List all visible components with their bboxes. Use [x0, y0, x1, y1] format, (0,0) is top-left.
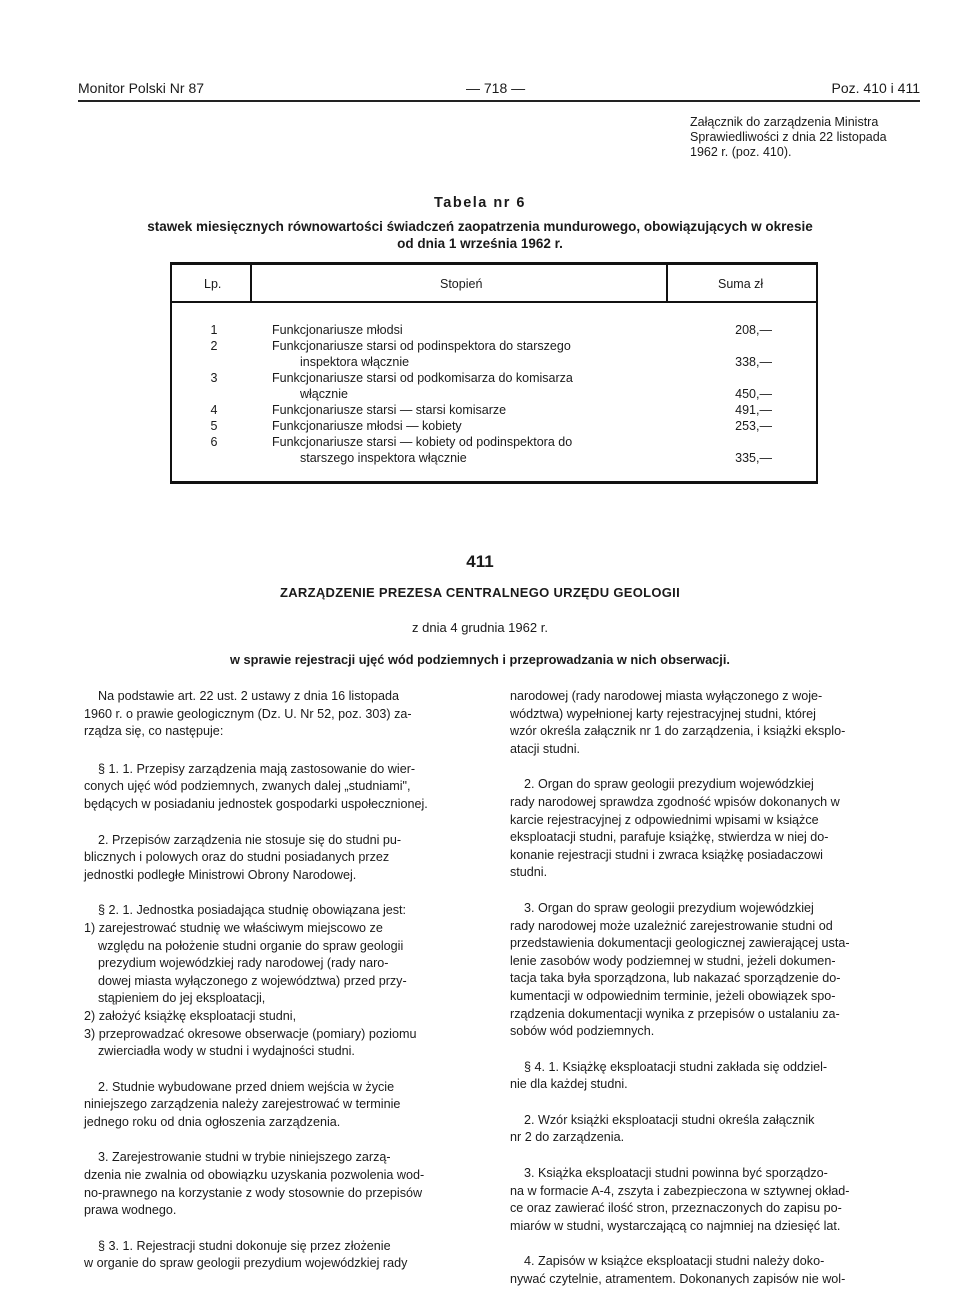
row-desc: [272, 371, 662, 402]
row-amount: 335,—: [735, 451, 772, 465]
table-title: Tabela nr 6: [434, 195, 526, 211]
annex-line: Sprawiedliwości z dnia 22 listopada: [690, 130, 887, 144]
list-item: 3) przeprowadzać okresowe obserwacje (pomiary) poziomu: [84, 1026, 417, 1041]
header-lp: Lp.: [204, 277, 222, 291]
row-lp: 1: [210, 323, 218, 337]
text-line: dzenia nie zwalnia od obowiązku uzyskania pozwolenia wod-: [84, 1168, 425, 1183]
row-lp: 5: [210, 419, 218, 433]
column-divider: [250, 265, 252, 301]
text-line: no-prawnego na korzystanie z wody stosownie do przepisów: [84, 1185, 423, 1200]
row-lp: 6: [210, 435, 218, 449]
text-line: 3. Książka eksploatacji studni powinna być sporządzo-: [524, 1166, 828, 1181]
row-desc: [272, 323, 662, 339]
annex-line: Załącznik do zarządzenia Ministra: [690, 115, 879, 129]
text-line: wzór określa załącznik nr 1 do zarządzenia, i książki eksplo-: [510, 724, 846, 739]
paragraph: [510, 1253, 920, 1288]
table-subtitle: [85, 218, 875, 252]
text-line: przedstawienia dokumentacji geologicznej zawierającej usta-: [510, 936, 850, 951]
text-line: 4. Zapisów w książce eksploatacji studni należy doko-: [524, 1254, 825, 1269]
text-line: nie dla każdej studni.: [510, 1077, 628, 1092]
text-line: nr 2 do zarządzenia.: [510, 1130, 625, 1145]
text-line: będących w posiadaniu jednostek gospodarki uspołecznionej.: [84, 796, 428, 811]
decree-number: 411: [466, 552, 494, 571]
row-amount: 253,—: [735, 419, 772, 433]
left-column: [84, 688, 486, 1291]
list-item-cont: zwierciadła wody w studni i wydajności studni.: [98, 1044, 355, 1059]
text-line: wództwa) wypełnionej karty rejestracyjnej studni, której: [510, 706, 816, 721]
decree-date: z dnia 4 grudnia 1962 r.: [412, 620, 548, 635]
decree-title: ZARZĄDZENIE PREZESA CENTRALNEGO URZĘDU GEOLOGII: [279, 585, 681, 600]
row-amount: 208,—: [735, 323, 772, 337]
header-rule: [78, 100, 920, 102]
text-line: ce oraz zawierać ilość stron, przeznaczonych do zapisu po-: [510, 1201, 842, 1216]
text-line: conych ujęć wód podziemnych, zwanych dalej „studniami",: [84, 779, 411, 794]
text-line: jednego roku od dnia ogłoszenia zarządzenia.: [84, 1114, 341, 1129]
list-item-cont: względu na położenie studni organie do spraw geologii: [98, 938, 404, 953]
text-line: kumentacji w odpowiednim terminie, jeżeli obowiązek spo-: [510, 988, 836, 1003]
text-line: lenie zasobów wody podziemnej w studni, jeżeli dokumen-: [510, 953, 836, 968]
row-desc: [272, 339, 662, 370]
header-amount: Suma zł: [718, 277, 764, 291]
list-item-cont: dowej miasta wyłączonego z województwa) przed przy-: [98, 973, 407, 988]
row-amount: 491,—: [735, 403, 772, 417]
row-lp: 2: [210, 339, 218, 353]
row-lp: 3: [210, 371, 218, 385]
text-line: atacji studni.: [510, 741, 581, 756]
page-number: — 718 —: [466, 80, 526, 96]
text-line: § 4. 1. Książkę eksploatacji studni zakłada się oddziel-: [524, 1059, 828, 1074]
desc-line: starszego inspektora włącznie: [300, 450, 467, 465]
text-line: rady narodowej sprawdza zgodność wpisów dokonanych w: [510, 794, 840, 809]
paragraph: [84, 1238, 486, 1273]
text-line: jednostki podległe Ministrowi Obrony Narodowej.: [84, 867, 357, 882]
list-item: 2) założyć książkę eksploatacji studni,: [84, 1008, 297, 1023]
paragraph: [510, 1059, 920, 1094]
desc-line: włącznie: [300, 386, 348, 401]
rate-table: [170, 262, 818, 484]
text-line: narodowej (rady narodowej miasta wyłączonego z woje-: [510, 689, 823, 703]
journal-title: Monitor Polski Nr 87: [78, 80, 205, 96]
paragraph: [510, 1112, 920, 1147]
paragraph: [84, 902, 486, 1060]
text-line: studni.: [510, 865, 548, 880]
decree-subject: w sprawie rejestracji ujęć wód podziemnych i przeprowadzania w nich obserwacji.: [230, 652, 730, 667]
paragraph: [84, 1079, 486, 1132]
text-line: eksploatacji studni, parafuje książkę, stwierdza w niej do-: [510, 830, 829, 845]
paragraph: [510, 688, 920, 758]
text-line: 2. Organ do spraw geologii prezydium wojewódzkiej: [524, 777, 814, 792]
row-amount: 450,—: [735, 387, 772, 401]
text-line: § 2. 1. Jednostka posiadająca studnię obowiązana jest:: [98, 903, 407, 918]
paragraph: [510, 900, 920, 1041]
text-line: 3. Zarejestrowanie studni w trybie niniejszego zarzą-: [98, 1150, 391, 1165]
annex-note: [690, 115, 922, 160]
paragraph: [510, 1165, 920, 1235]
row-desc: [272, 419, 662, 435]
row-amount: 338,—: [735, 355, 772, 369]
desc-line: Funkcjonariusze starsi — starsi komisarze: [272, 403, 507, 417]
text-line: nywać czytelnie, atramentem. Dokonanych zapisów nie wol-: [510, 1272, 846, 1287]
paragraph: [510, 776, 920, 882]
text-line: tacja taka była sporządzona, lub nakazać sporządzenie do-: [510, 971, 841, 986]
desc-line: Funkcjonariusze starsi — kobiety od podinspektora do: [272, 435, 573, 449]
text-line: 3. Organ do spraw geologii prezydium wojewódzkiej: [524, 900, 814, 915]
text-line: na w formacie A-4, zszyta i zabezpieczona w sztywnej okład-: [510, 1183, 850, 1198]
text-line: konanie rejestracji studni i zwraca książkę posiadaczowi: [510, 847, 823, 862]
text-line: § 3. 1. Rejestracji studni dokonuje się przez złożenie: [98, 1238, 391, 1253]
desc-line: Funkcjonariusze starsi od podkomisarza do komisarza: [272, 371, 573, 385]
desc-line: Funkcjonariusze młodsi — kobiety: [272, 419, 462, 433]
text-line: 2. Studnie wybudowane przed dniem wejścia w życie: [98, 1079, 395, 1094]
text-line: rządzenia dokumentacji wynika z przepisów o ustalaniu za-: [510, 1006, 840, 1021]
header-grade: Stopień: [440, 277, 483, 291]
annex-line: 1962 r. (poz. 410).: [690, 145, 792, 159]
text-line: 2. Przepisów zarządzenia nie stosuje się do studni pu-: [98, 832, 402, 847]
text-line: 1960 r. o prawie geologicznym (Dz. U. Nr 52, poz. 303) za-: [84, 706, 412, 721]
text-line: Na podstawie art. 22 ust. 2 ustawy z dnia 16 listopada: [98, 689, 400, 703]
list-item-cont: stąpieniem do jej eksploatacji,: [98, 991, 266, 1006]
paragraph: [84, 1149, 486, 1219]
text-line: karcie rejestracyjnej z odpowiednimi wpisami w książce: [510, 812, 819, 827]
text-line: prawa wodnego.: [84, 1203, 177, 1218]
desc-line: Funkcjonariusze młodsi: [272, 323, 403, 337]
row-desc: [272, 435, 662, 466]
text-line: niniejszego zarządzenia należy zarejestrować w terminie: [84, 1097, 401, 1112]
row-lp: 4: [210, 403, 218, 417]
subtitle-line: stawek miesięcznych równowartości świadczeń zaopatrzenia mundurowego, obowiązujących w okresie: [147, 219, 813, 234]
row-desc: [272, 403, 662, 419]
text-line: blicznych i polowych oraz do studni posiadanych przez: [84, 850, 390, 865]
text-line: 2. Wzór książki eksploatacji studni określa załącznik: [524, 1112, 815, 1127]
column-divider: [666, 265, 668, 301]
header-divider: [172, 301, 816, 303]
text-line: rządza się, co następuje:: [84, 724, 224, 739]
page-header: [78, 80, 920, 98]
text-line: miarów w studni, wystarczającą co najmniej na dziesięć lat.: [510, 1218, 841, 1233]
position-numbers: Poz. 410 i 411: [831, 80, 920, 96]
text-line: rady narodowej może uzależnić zarejestrowanie studni od: [510, 918, 833, 933]
desc-line: Funkcjonariusze starsi od podinspektora do starszego: [272, 339, 571, 353]
list-item-cont: prezydium wojewódzkiej rady narodowej (rady naro-: [98, 956, 389, 971]
list-item: 1) zarejestrować studnię we właściwym miejscowo ze: [84, 920, 383, 935]
text-line: w organie do spraw geologii prezydium wojewódzkiej rady: [84, 1256, 408, 1271]
right-column: [510, 688, 920, 1307]
paragraph: [84, 832, 486, 885]
desc-line: inspektora włącznie: [300, 354, 410, 369]
text-line: sobów wód podziemnych.: [510, 1024, 655, 1039]
paragraph: [84, 761, 486, 814]
subtitle-line: od dnia 1 września 1962 r.: [397, 236, 563, 251]
paragraph: [84, 688, 486, 741]
text-line: § 1. 1. Przepisy zarządzenia mają zastosowanie do wier-: [98, 761, 416, 776]
